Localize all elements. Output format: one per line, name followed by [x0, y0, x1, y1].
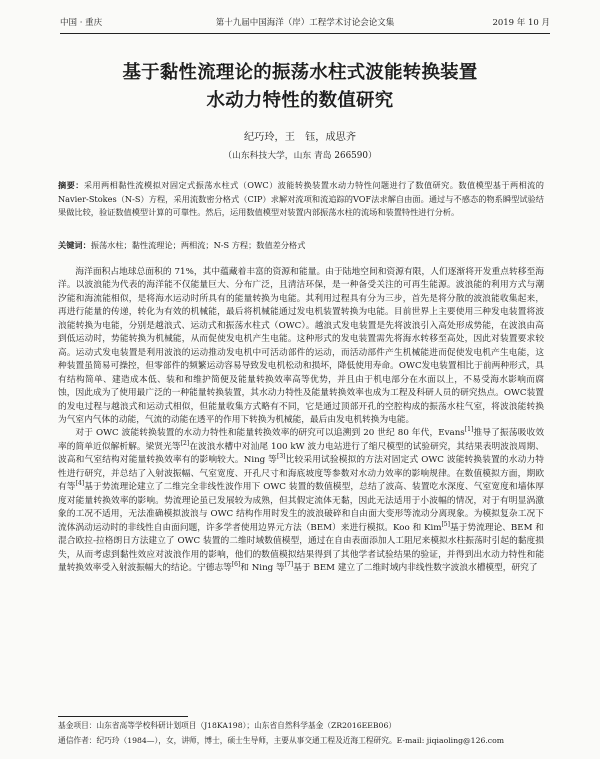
abstract: [58, 179, 544, 220]
citation-ref: [3]: [277, 453, 286, 461]
paragraph-intro: 海洋面积占地球总面积的 71%，其中蕴藏着丰富的资源和能量。由于陆地空间和资源有限，人们逐渐将开发重点转移至海洋。以波浪能为代表的海洋能不仅能量巨大、分布广泛，且清洁环保，是一种备受关注的可再生能源。波浪能的利用方式与潮汐能和海流能相似，是将海水运动时所具有的能量转换为电能。其利用过程具有分为三步，首先是将分散的波浪能收集起来，再进行能量的传递，转化为有效的机械能，最后将机械能通过发电机装置转换为电能。目前世界上主要使用三种发电装置将波浪能转换为电能，分别是越浪式、运动式和振荡水柱式（OWC）。越浪式发电装置是先将波浪引入高处形成势能，在波浪由高到低运动时，势能转换为机械能，从而促使发电机产生电能。这种形式的发电装置需先将海水转移至高处，因此对装置要求较高。运动式发电装置是利用波浪的运动推动发电机中可活动部件的运动，而活动部件产生机械能进而促使发电机产生电能，这种装置虽简易可操控，但零部件的频繁运动容易导致发电机松动和损坏，降低使用寿命。OWC发电装置相比于前两种形式，具有结构简单、建造成本低、装和和维护简便及能量转换效率高等优势，并且由于机电部分在水面以上，不易受海水影响而腐蚀，因此成为了使用最广泛的一种能量转换装置，其水动力特性及能量转换效率也成为工程及科研人员的研究热点。OWC装置的发电过程与越浪式和运动式相似，但能量收集方式略有不同，它是通过顶部开孔的空腔构成的振荡水柱气室，将波浪能转换为气室内气体的动能，气流的动能在透平的作用下转换为机械能，最后由发电机转换为电能。: [58, 267, 544, 425]
header-rule: [60, 33, 550, 34]
citation-ref: [6]: [231, 561, 241, 569]
footnote-corresponding-author: 通信作者：纪巧玲（1984—），女，讲师，博士，硕士生导师，主要从事交通工程及近海工程研究。E-mail: jiqiaoling@126.com: [58, 736, 505, 745]
abstract-text: 采用两相黏性流模拟对固定式振荡水柱式（OWC）波能转换装置水动力特性问题进行了数值研究。数值模型基于两相流的Navier-Stokes（N-S）方程，采用流数密分格式（CIP）求解对流项和流追踪的VOF法求解自由面。通过与不感态的物系瞬型试验结果做比较，验证数值模型计算的可靠性。然后，运用数值模型对装置内部振荡水柱的流场和装置特性进行分析。: [58, 180, 544, 218]
author-list: 纪巧玲，王 钰，成思齐: [243, 132, 357, 143]
page-header: [60, 14, 550, 28]
header-date: 2019 年 10 月: [492, 18, 550, 28]
citation-ref: [7]: [284, 561, 294, 569]
keywords: [58, 239, 544, 252]
body-text: [58, 266, 544, 575]
citation-ref: [2]: [180, 440, 190, 447]
citation-ref: [4]: [75, 480, 85, 488]
para-text: 基于势流理论、BEM 和混合欧拉-拉格朗日方法建立了 OWC 装置的二维时域数值模型，通过在自由表面添加人工阻尼来模拟水柱振荡时引起的黏度损失，从而考虑到黏性效应对波浪作用的影响，他们的数值模拟结果得到了其他学者试验结果的验证，并得到出水动力特性和能量转换效率受入射波振幅大的结论。宁德志等: [58, 522, 544, 573]
header-proceedings: 第十九届中国海洋（岸）工程学术讨论会论文集: [215, 18, 395, 28]
footnote-rule: [58, 716, 188, 717]
para-text: 基于 BEM 建立了二维时域内非线性数字波浪水槽模型，研究了: [293, 562, 538, 573]
paragraph-literature: [58, 427, 544, 575]
header-location: 中国 · 重庆: [60, 18, 103, 28]
paper-title-line-2: 水动力特性的数值研究: [206, 90, 394, 111]
para-text: 对于 OWC 波能转换装置的水动力特性和能量转换效率的研究可以追溯到 20 世纪 80 年代，Evans: [75, 428, 465, 439]
para-text: 推导了振荡吸收效率的简单近似解析解。梁贤光等: [58, 428, 545, 452]
para-text: 和 Ning 等: [240, 562, 285, 573]
paper-title-line-1: 基于黏性流理论的振荡水柱式波能转换装置: [122, 62, 478, 83]
citation-ref: [5]: [441, 520, 450, 528]
affiliation: （山东科技大学，山东 青岛 266590）: [223, 151, 377, 161]
keywords-label: 关键词：: [58, 240, 91, 250]
keywords-text: 振荡水柱；黏性流理论；两相流；N-S 方程；数值差分格式: [90, 240, 306, 250]
para-text: 比较采用试验模拟的方法对固定式 OWC 波能转换装置的水动力特性进行研究，并总结了入射波振幅、气室宽度、开孔尺寸和海底坡度等参数对水动力效率的影响规律。在数值模拟方面，期欧有等: [58, 455, 544, 493]
para-text: 在波浪水槽中对汕尾 100 kW 波力电站进行了缩尺模型的试验研究，其结果表明波浪周期、波高和气室结构对能量转换效率有的影响较大。Ning 等: [58, 441, 545, 466]
para-text: 基于势流理论建立了二维完全非线性波作用下 OWC 装置的数值模型，总结了波高、装置吃水深度、气室宽度和墙体厚度对能量转换效率的影响。势流理论虽已发展较为成熟，但其假定流体无黏，因此无法适用于小波幅的情况，对于有明显涡激象的工况不适用，无法准确模拟波浪与 OWC 结构作用时发生的波浪破碎和自由面大变形等流动分离现象。为模拟复杂工况下流体涡动运动时的非线性自由面问题，许多学者使用边界元方法（BEM）来进行模拟。Koo 和 Kim: [58, 482, 544, 533]
abstract-label: 摘要：: [58, 180, 84, 190]
citation-ref: [1]: [464, 426, 474, 434]
footnote-funding: 基金项目：山东省高等学校科研计划项目（J18KA198）；山东省自然科学基金（ZR2016EEB06）: [58, 721, 397, 730]
